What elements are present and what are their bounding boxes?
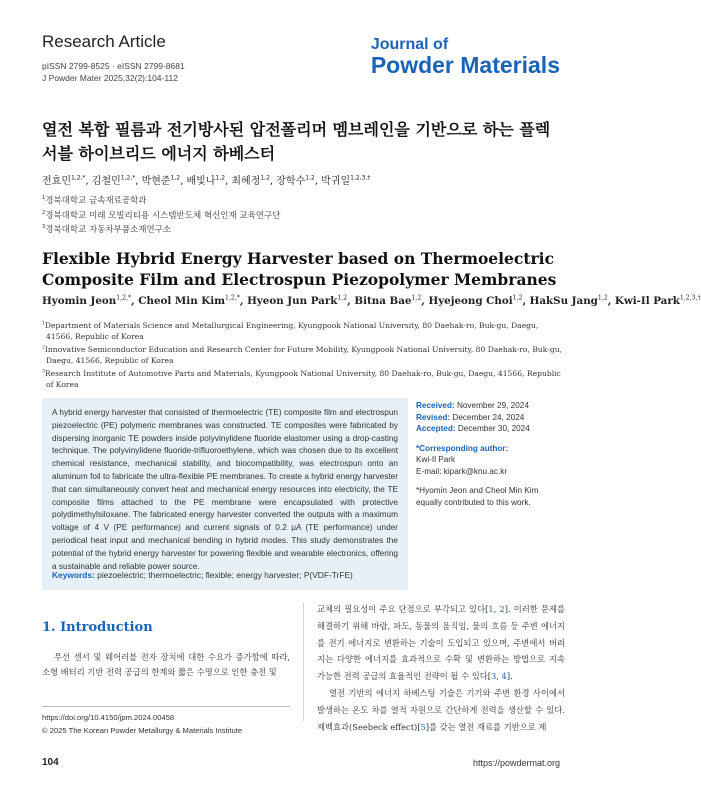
- english-affiliations: [42, 320, 567, 392]
- journal-name-line2: Powder Materials: [370, 52, 560, 78]
- journal-name-line1: Journal of: [370, 36, 449, 53]
- author: Kwi-Il Park: [614, 295, 680, 307]
- korean-authors: 전효민$^{1,2,*}$, 김철민$^{1,2,*}$, 박현준$^{1,2}$, 배빛나$^{1,2}$, 최혜정$^{1,2}$, 장학수$^{1,2}$, 박귀일$^{1,2,3,\dagger}$: [42, 174, 371, 187]
- revised-date: Revised: December 24, 2024: [416, 412, 525, 422]
- english-title: Flexible Hybrid Energy Harvester based on Thermoelectric Composite Film and Electrospun Piezopolymer Membranes: [42, 249, 557, 289]
- affiliation-item: $^1$Department of Materials Science and Metallurgical Engineering, Kyungpook National University, 80 Daehak-ro, Buk-gu, Daegu, 41566, Republic of Korea: [42, 321, 539, 341]
- affiliation-item: $^2$Innovative Semiconductor Education and Research Center for Future Mobility, Kyungpook National University, 80 Daehak-ro, Buk-gu, Daegu, 41566, Republic of Korea: [42, 345, 562, 365]
- article-header: [42, 32, 185, 84]
- reference-link[interactable]: 4: [501, 671, 507, 682]
- citation-line: J Powder Mater 2025;32(2):104-112: [42, 73, 178, 83]
- affiliation-item: $^3$경북대학교 자동차부품소재연구소: [42, 224, 172, 235]
- equal-contribution-note: *Hyomin Jeon and Cheol Min Kim equally contributed to this work.: [416, 486, 539, 507]
- author: Cheol Min Kim: [138, 295, 226, 307]
- intro-left-paragraph: 무선 센서 및 웨어러블 전자 장치에 대한 수요가 증가함에 따라, 소형 배터리 기반 전력 공급의 한계와 짧은 수명으로 인한 충전 및: [42, 652, 290, 677]
- author: Bitna Bae: [354, 295, 412, 307]
- korean-affiliations: [42, 194, 280, 238]
- corresponding-label: *Corresponding author:: [416, 443, 509, 453]
- reference-link[interactable]: 2: [499, 604, 505, 614]
- english-authors: Hyomin Jeon$^{1,2,*}$, Cheol Min Kim$^{1,2,*}$, Hyeon Jun Park$^{1,2}$, Bitna Bae$^{1,2}$, Hyejeong Choi$^{1,2}$, HakSu Jang$^{1,2}$, Kwi-Il Park$^{1,2,3,\dagger}$: [42, 294, 701, 307]
- journal-logo: [371, 36, 560, 77]
- author: 박현준: [141, 176, 171, 187]
- issn-line: pISSN 2799-8525 · eISSN 2799-8681: [42, 61, 185, 71]
- corresponding-email[interactable]: E-mail: kipark@knu.ac.kr: [416, 466, 508, 476]
- keywords-label: Keywords:: [52, 570, 95, 580]
- article-info-sidebar: [416, 400, 566, 508]
- affiliation-item: $^1$경북대학교 금속재료공학과: [42, 195, 147, 206]
- footnote: [42, 706, 290, 737]
- keywords-list: piezoelectric; thermoelectric; flexible; energy harvester; P(VDF-TrFE): [97, 570, 353, 580]
- section-heading: 1. Introduction: [42, 620, 153, 635]
- intro-paragraph: 교체의 필요성이 주요 단점으로 부각되고 있다[1, 2]. 이러한 문제를 해결하기 위해 바람, 파도, 동물의 움직임, 물의 흐름 등 주변 에너지를 전기 에너지로 변환하는 기술이 도입되고 있으며, 주변에서 버려지는 다양한 에너지를 효과적으로 수확 및 변환하는 방법으로 지속 가능한 전력 공급의 효율적인 전략이 될 수 있다[3, 4].: [317, 604, 565, 682]
- accepted-date: Accepted: December 30, 2024: [416, 424, 530, 433]
- author: 장학수: [276, 176, 306, 187]
- affiliation-item: $^3$Research Institute of Automotive Parts and Materials, Kyungpook National University, 80 Daehak-ro, Buk-gu, Daegu, 41566, Republic of Korea: [42, 369, 561, 389]
- issn-info: [42, 60, 185, 84]
- intro-right-column: [317, 601, 565, 735]
- intro-paragraph: 열전 기반의 에너지 하베스팅 기술은 기기와 주변 환경 사이에서 발생하는 온도 차를 열적 자원으로 간단하게 전력을 생산할 수 있다. 제벡효과(Seebeck effect)[5]를 갖는 열전 재료를 기반으로 제: [317, 687, 565, 732]
- doi-link[interactable]: https://doi.org/10.4150/jpm.2024.00458: [42, 713, 175, 722]
- affiliation-item: $^2$경북대학교 미래 모빌리티용 시스템반도체 혁신인재 교육연구단: [42, 209, 281, 221]
- author: Hyeon Jun Park: [247, 295, 338, 307]
- author: Hyomin Jeon: [42, 295, 117, 307]
- corresponding-name: Kwi-Il Park: [416, 455, 456, 464]
- journal-url[interactable]: https://powdermat.org: [472, 758, 560, 768]
- author: 최혜정: [231, 176, 261, 187]
- reference-link[interactable]: 3: [490, 671, 497, 682]
- author: Hyejeong Choi: [428, 295, 513, 307]
- article-type: Research Article: [42, 32, 166, 51]
- reference-link[interactable]: 1: [488, 604, 494, 614]
- author: 김철민: [91, 176, 121, 187]
- reference-link[interactable]: 5: [420, 721, 426, 732]
- keywords: [52, 570, 353, 580]
- korean-title: 열전 복합 필름과 전기방사된 압전폴리머 멤브레인을 기반으로 하는 플렉서블 하이브리드 에너지 하베스터: [42, 120, 551, 163]
- page-number: 104: [42, 757, 59, 768]
- copyright: © 2025 The Korean Powder Metallurgy & Materials Institute: [42, 726, 243, 735]
- column-divider: [303, 603, 304, 721]
- author: 배빛나: [186, 176, 216, 187]
- author: HakSu Jang: [529, 295, 598, 307]
- abstract-box: [42, 398, 408, 590]
- author: 전효민: [42, 176, 71, 187]
- author: 박귀일: [321, 176, 351, 187]
- abstract-text: A hybrid energy harvester that consisted of thermoelectric (TE) composite film and electrospun piezoelectric (PE) polymeric membranes was constructed. TE composites were fabricated by dispersing inorganic TE powders inside polyvinylidene fluoride elastomer using a drop-casting technique. The polyvinylidene fluoride-trifluoroethylene, which was chosen due to its excellent chemical resistance, mechanical stability, and biocompatibility, was electrospun onto an aluminum foil to fabricate the ultra-flexible PE membranes. To create a hybrid energy harvester that can simultaneously convert heat and mechanical energy resources into electricity, the TE composite films attached to the PE membrane were encapsulated with protective polydimethylsiloxane. The fabricated energy harvester converted the outputs with a maximum voltage of 4 V (PE performance) and current signals of 0.2 μA (TE performance) under periodical heat input and mechanical bending in hybrid modes. This study demonstrates the potential of the hybrid energy harvester for powering flexible and wearable electronics, offering a sustainable and reliable power source.: [52, 408, 398, 571]
- received-date: Received: November 29, 2024: [416, 401, 529, 410]
